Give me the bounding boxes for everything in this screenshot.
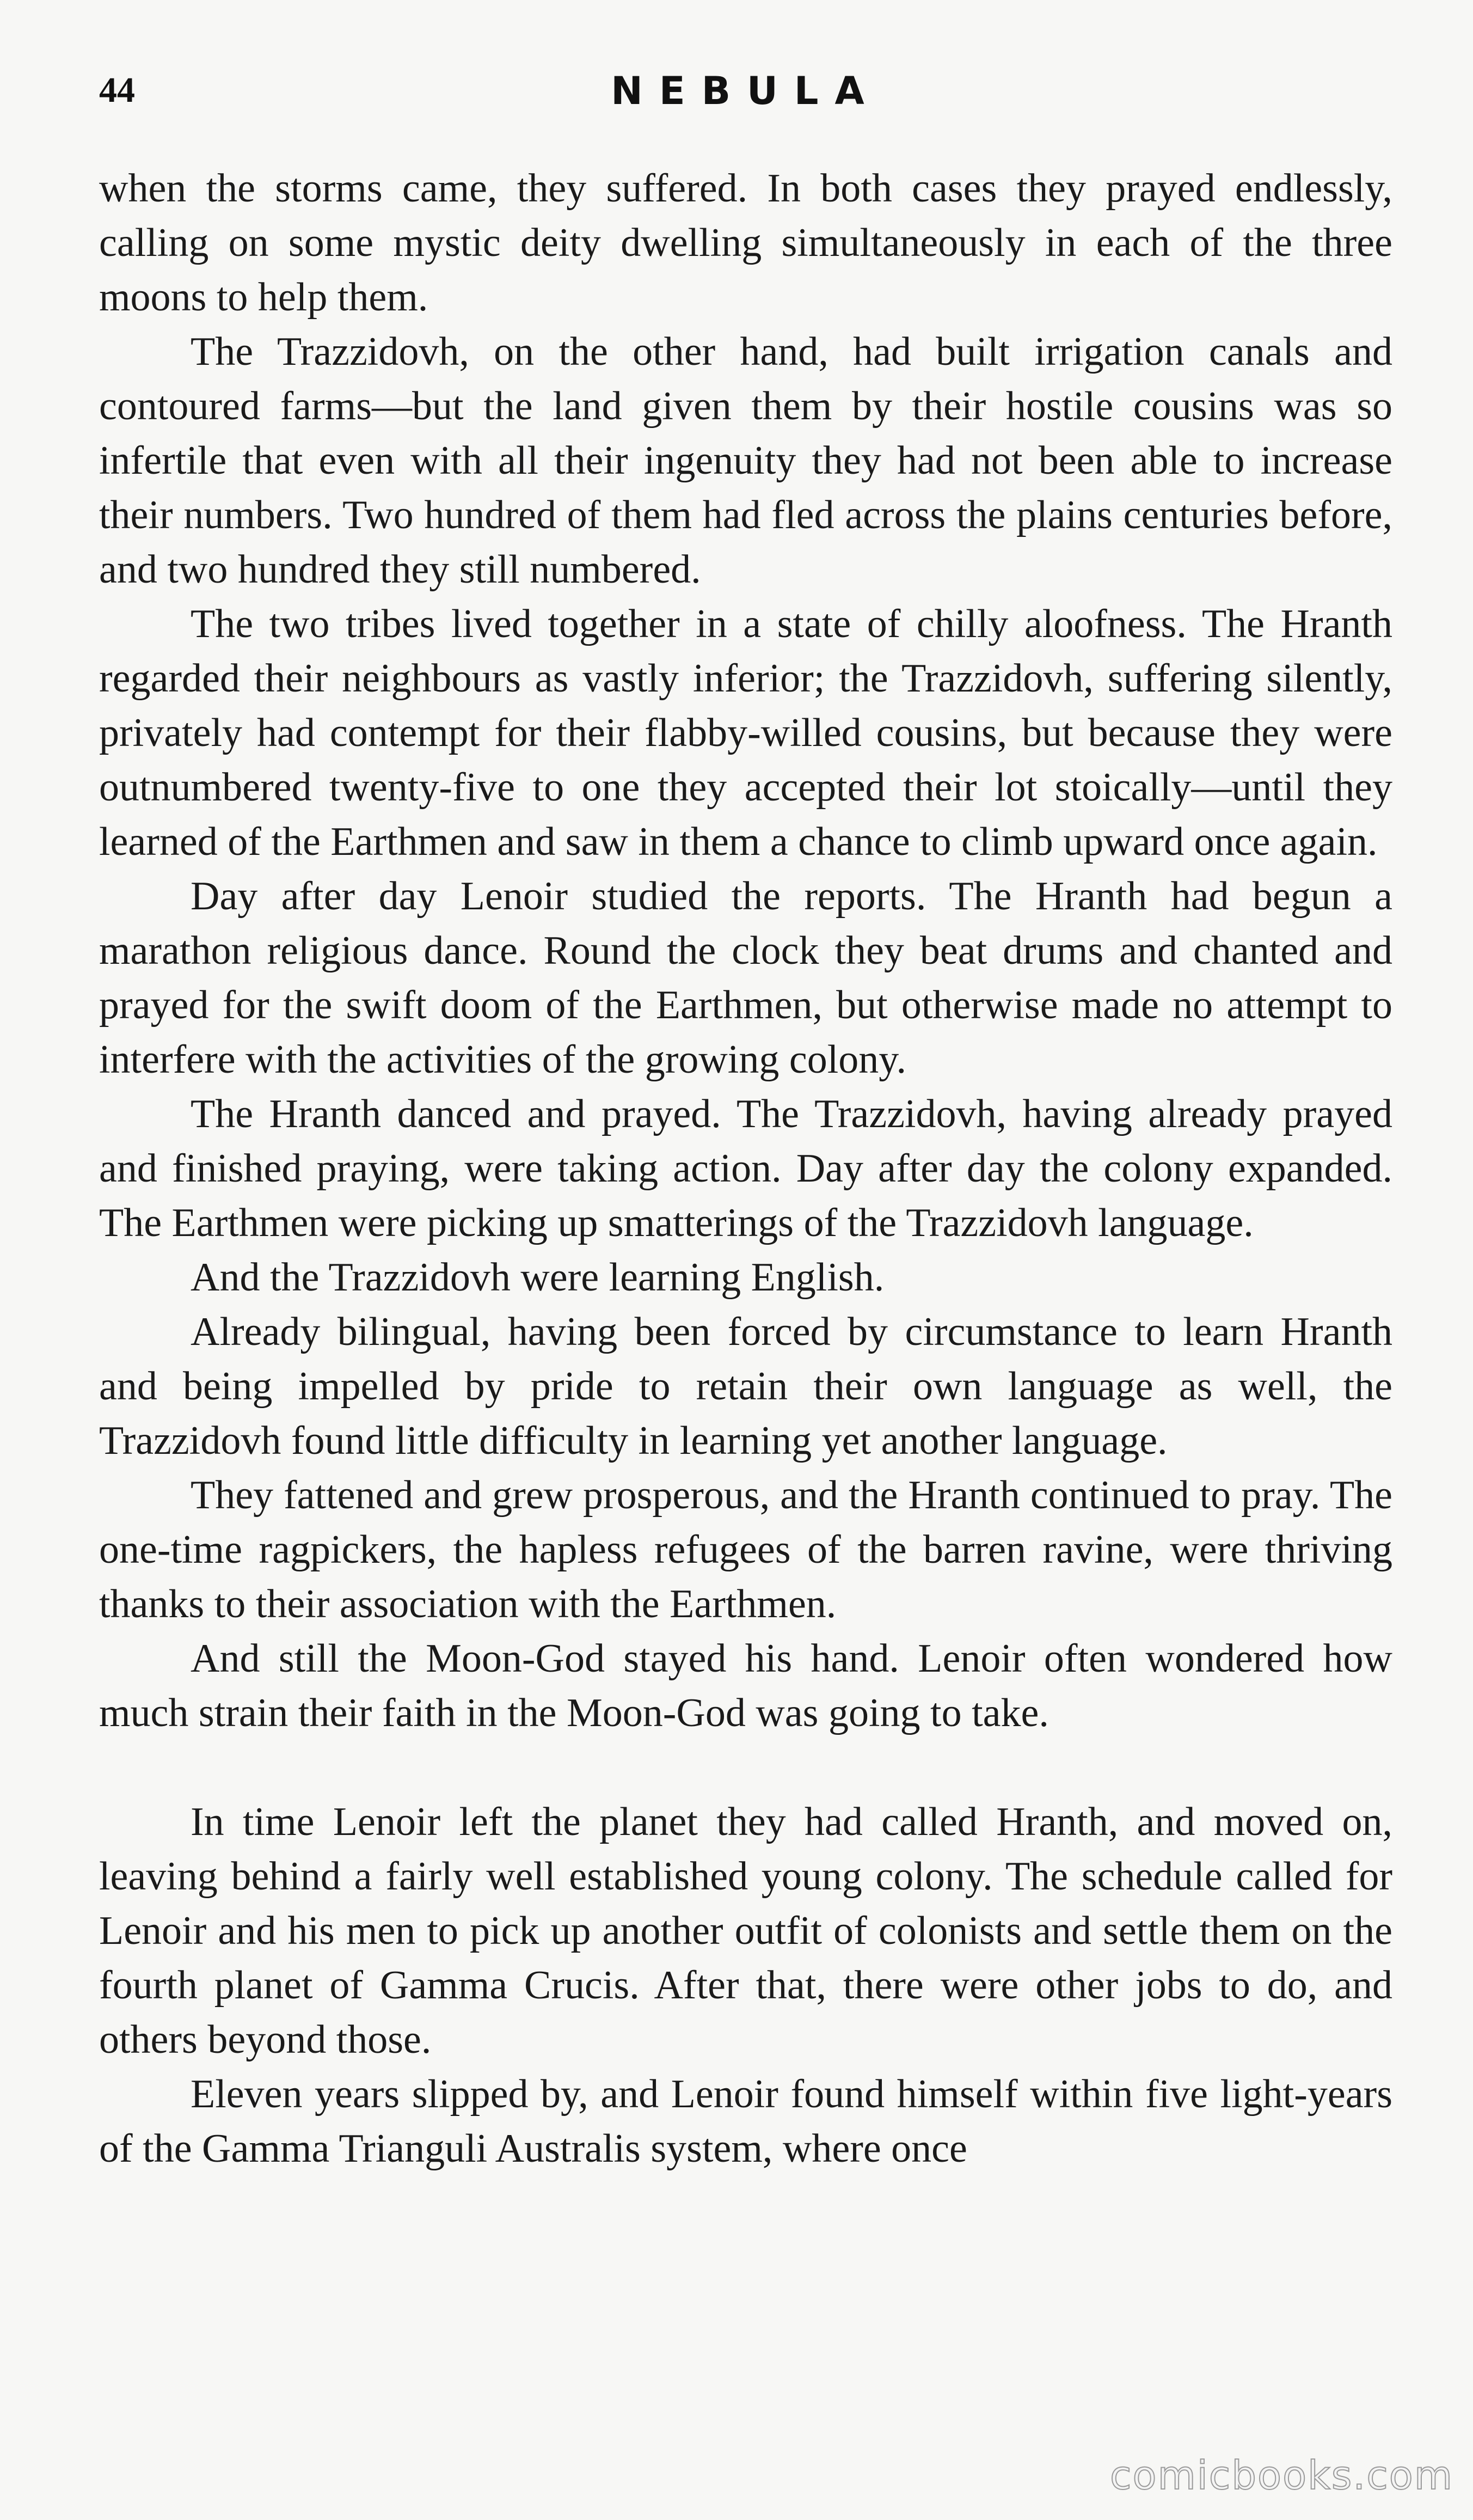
paragraph: Day after day Lenoir studied the reports. The Hranth had begun a marathon religious dance. Round the clock they beat drums and chanted and prayed for the swift doom of the Earthmen, but otherwise made no attempt to interfere with the activities of the growing colony.: [99, 874, 1392, 1082]
paragraph: Eleven years slipped by, and Lenoir found himself within five light-years of the Gamma Trianguli Australis system, where once: [99, 2072, 1392, 2171]
paragraph: The two tribes lived together in a state of chilly aloofness. The Hranth regarded their neighbours as vastly inferior; the Trazzidovh, suffering silently, privately had contempt for their flabby-willed cousins, but because they were outnumbered twenty-five to one they accepted their lot stoically—until they learned of the Earthmen and saw in them a chance to climb upward once again.: [99, 602, 1392, 864]
paragraph: In time Lenoir left the planet they had called Hranth, and moved on, leaving behind a fairly well established young colony. The schedule called for Lenoir and his men to pick up another outfit of colonists and settle them on the fourth planet of Gamma Crucis. After that, there were other jobs to do, and others beyond those.: [99, 1800, 1392, 2062]
running-title: NEBULA: [611, 69, 881, 113]
body-text: [99, 161, 1392, 2176]
paragraph: The Trazzidovh, on the other hand, had built irrigation canals and contoured farms—but the land given them by their hostile cousins was so infertile that even with all their ingenuity they had not been able to increase their numbers. Two hundred of them had fled across the plains centuries before, and two hundred they still numbered.: [99, 329, 1392, 592]
paragraph: when the storms came, they suffered. In both cases they prayed endlessly, calling on some mystic deity dwelling simultaneously in each of the three moons to help them.: [99, 166, 1392, 320]
page-header: [99, 64, 1392, 130]
paragraph: The Hranth danced and prayed. The Trazzidovh, having already prayed and finished praying, were taking action. Day after day the colony expanded. The Earthmen were picking up smatterings of the Trazzidovh language.: [99, 1092, 1392, 1245]
watermark: comicbooks.com: [1109, 2452, 1453, 2498]
paragraph: Already bilingual, having been forced by circumstance to learn Hranth and being impelled by pride to retain their own language as well, the Trazzidovh found little difficulty in learning yet another language.: [99, 1310, 1392, 1463]
page-number: 44: [99, 70, 135, 110]
paragraph: And still the Moon-God stayed his hand. Lenoir often wondered how much strain their faith in the Moon-God was going to take.: [99, 1636, 1392, 1735]
section-break: [99, 1740, 1392, 1795]
paragraph: They fattened and grew prosperous, and the Hranth continued to pray. The one-time ragpickers, the hapless refugees of the barren ravine, were thriving thanks to their association with the Earthmen.: [99, 1473, 1392, 1626]
paragraph: And the Trazzidovh were learning English.: [191, 1255, 885, 1300]
